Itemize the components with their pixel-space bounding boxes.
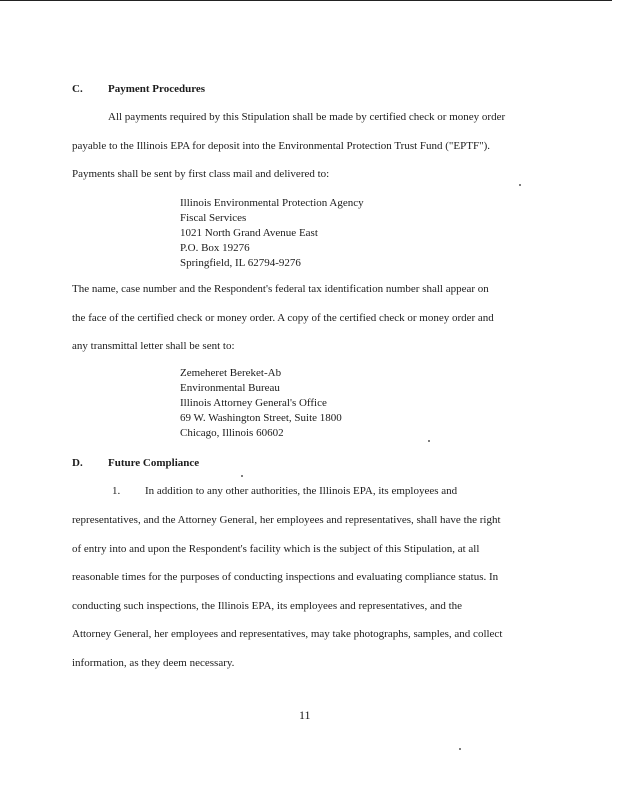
paragraph-line: payable to the Illinois EPA for deposit into the Environmental Protection Trust Fund ("EPTF"). bbox=[72, 140, 490, 152]
paragraph-line: reasonable times for the purposes of conducting inspections and evaluating compliance status. In bbox=[72, 571, 499, 583]
address-line: Environmental Bureau bbox=[180, 382, 280, 394]
section-c-title: Payment Procedures bbox=[108, 83, 206, 95]
paragraph-line: representatives, and the Attorney General, her employees and representatives, shall have the right bbox=[72, 514, 501, 526]
address-line: Chicago, Illinois 60602 bbox=[180, 427, 284, 439]
address-line: 1021 North Grand Avenue East bbox=[180, 227, 318, 239]
paragraph-line: conducting such inspections, the Illinois EPA, its employees and representatives, and the bbox=[72, 600, 463, 612]
scan-speck bbox=[241, 475, 243, 477]
paragraph-line: any transmittal letter shall be sent to: bbox=[72, 340, 235, 352]
paragraph-line: The name, case number and the Respondent's federal tax identification number shall appear on bbox=[72, 283, 489, 295]
payment-address-block bbox=[180, 196, 364, 271]
item-number: 1. bbox=[112, 485, 121, 497]
paragraph-line: the face of the certified check or money order. A copy of the certified check or money order and bbox=[72, 312, 494, 324]
paragraph-line: of entry into and upon the Respondent's facility which is the subject of this Stipulation, at all bbox=[72, 543, 480, 555]
address-line: Fiscal Services bbox=[180, 212, 247, 224]
paragraph-line: Attorney General, her employees and representatives, may take photographs, samples, and collect bbox=[72, 628, 503, 640]
address-line: 69 W. Washington Street, Suite 1800 bbox=[180, 412, 342, 424]
scan-speck bbox=[459, 748, 461, 750]
paragraph-line: In addition to any other authorities, the Illinois EPA, its employees and bbox=[145, 485, 458, 497]
scan-speck bbox=[428, 440, 430, 442]
address-line: Springfield, IL 62794-9276 bbox=[180, 257, 301, 269]
address-line: Illinois Environmental Protection Agency bbox=[180, 197, 364, 209]
paragraph-line: All payments required by this Stipulation shall be made by certified check or money order bbox=[108, 111, 506, 123]
paragraph-line: information, as they deem necessary. bbox=[72, 657, 235, 669]
section-c-letter: C. bbox=[72, 83, 83, 95]
section-d-title: Future Compliance bbox=[108, 457, 200, 469]
page-number: 11 bbox=[299, 708, 311, 722]
copy-address-block bbox=[180, 366, 342, 441]
address-line: P.O. Box 19276 bbox=[180, 242, 250, 254]
page-top-border bbox=[0, 0, 612, 1]
paragraph-line: Payments shall be sent by first class mail and delivered to: bbox=[72, 168, 330, 180]
section-d-letter: D. bbox=[72, 457, 83, 469]
address-line: Illinois Attorney General's Office bbox=[180, 397, 327, 409]
scan-speck bbox=[519, 184, 521, 186]
address-line: Zemeheret Bereket-Ab bbox=[180, 367, 282, 379]
